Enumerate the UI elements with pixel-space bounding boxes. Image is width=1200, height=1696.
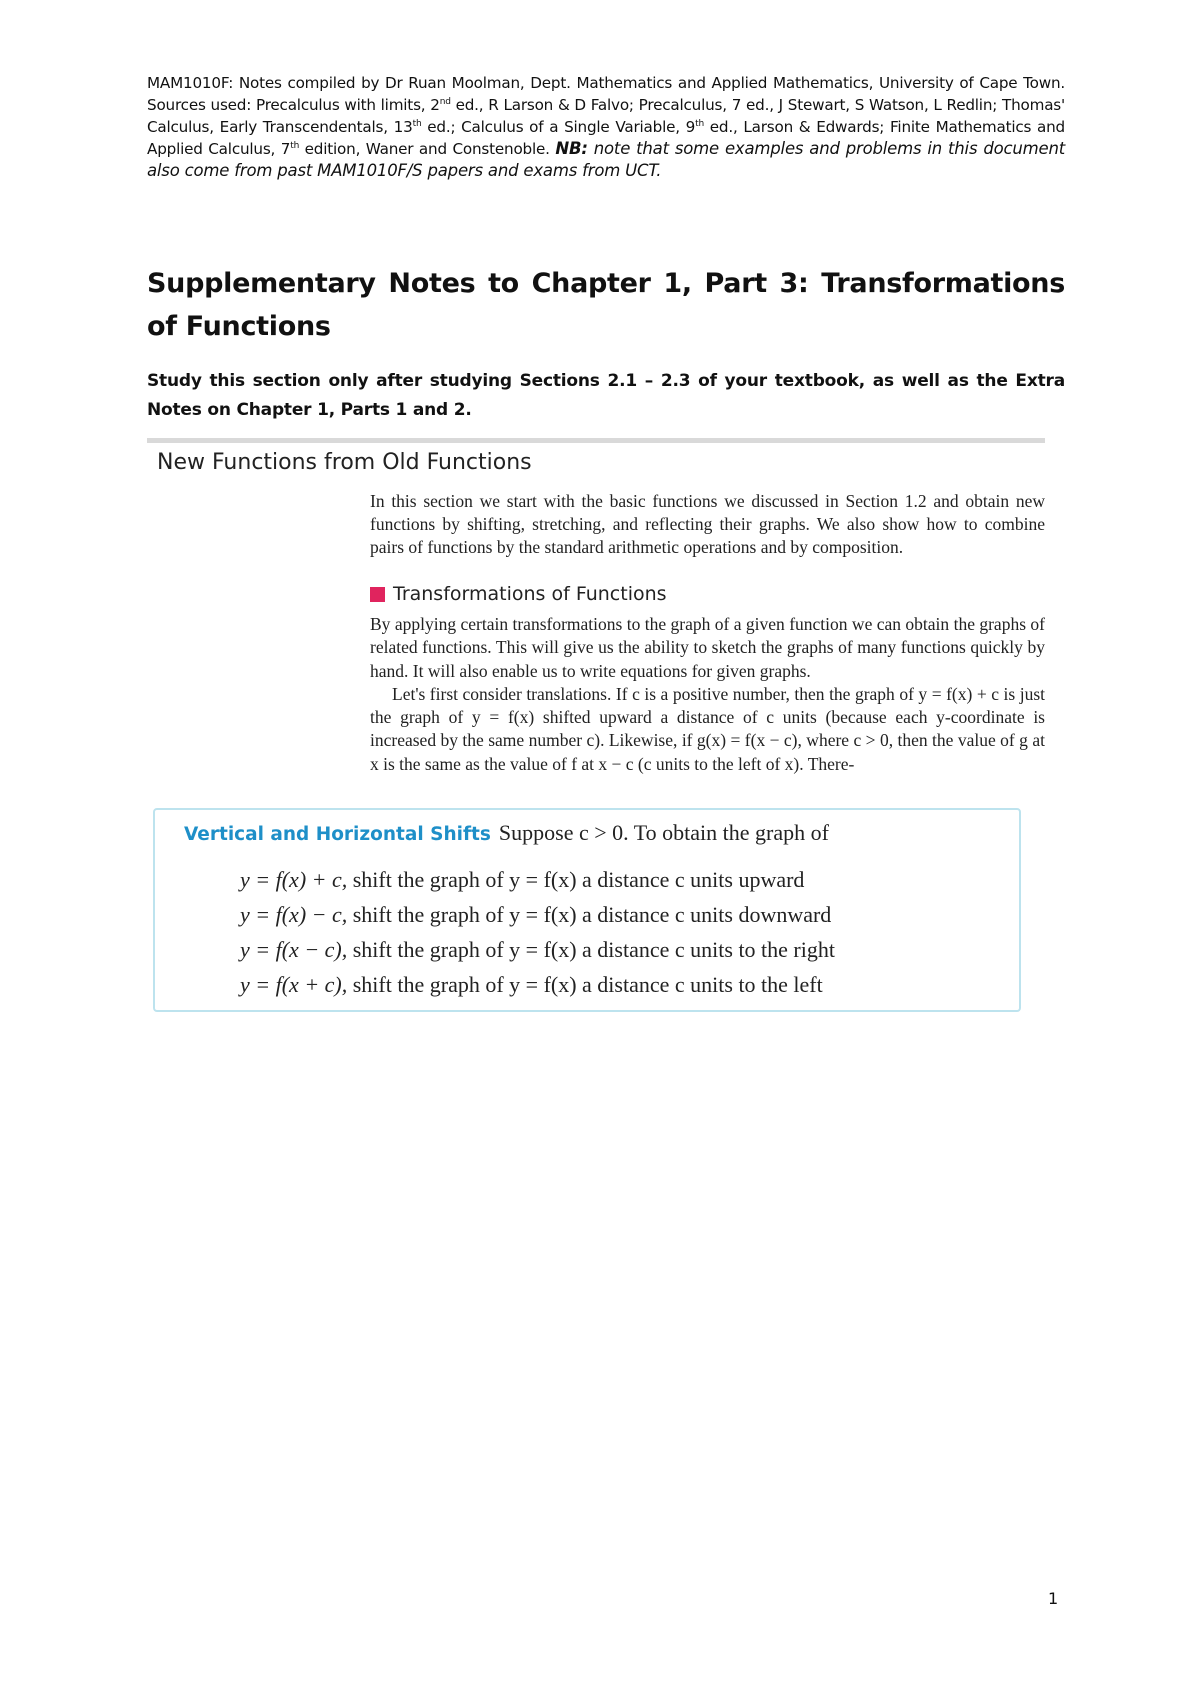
- body-paragraph-a: By applying certain transformations to the graph of a given function we can obtain the graphs of related functions. This will give us the ability to sketch the graphs of many functions quickly by hand. It will also enable us to write equations for given graphs.: [370, 614, 1045, 681]
- header-sup-1: nd: [439, 96, 451, 107]
- rule-equation: y = f(x) + c,: [240, 867, 348, 892]
- square-bullet-icon: [370, 587, 385, 602]
- shifts-definition-box: [153, 808, 1021, 1012]
- box-heading: [184, 820, 829, 846]
- header-text-3: ed.; Calculus of a Single Variable, 9: [421, 118, 696, 136]
- header-sup-4: th: [290, 140, 300, 151]
- nb-label: NB:: [555, 139, 588, 158]
- header-sup-2: th: [412, 118, 422, 129]
- shift-rules: [240, 862, 835, 1002]
- shift-rule-left: [240, 967, 835, 1002]
- box-lead: Vertical and Horizontal Shifts: [184, 824, 491, 845]
- header-text-4: ed., Larson & Edwards; Finite Mathematics and Applied Calculus, 7: [147, 118, 1066, 158]
- study-note: Study this section only after studying Sections 2.1 – 2.3 of your textbook, as well as the Extra Notes on Chapter 1, Parts 1 and 2.: [147, 371, 1065, 420]
- rule-equation: y = f(x + c),: [240, 972, 348, 997]
- page-number: 1: [1048, 1589, 1059, 1608]
- nb-text: note that some examples and problems in this document also come from past MAM1010F/S papers and exams from UCT.: [147, 139, 1065, 180]
- subsection-title: Transformations of Functions: [393, 583, 667, 605]
- subsection-heading: [370, 583, 667, 605]
- rule-text: shift the graph of y = f(x) a distance c units downward: [347, 902, 832, 927]
- box-intro: Suppose c > 0. To obtain the graph of: [498, 820, 829, 845]
- header-text-5: edition, Waner and Constenoble.: [299, 140, 556, 158]
- rule-equation: y = f(x) − c,: [240, 902, 348, 927]
- header-sup-3: th: [695, 118, 704, 129]
- rule-text: shift the graph of y = f(x) a distance c units to the right: [347, 937, 835, 962]
- header-text-2: ed., R Larson & D Falvo; Precalculus, 7 ed., J Stewart, S Watson, L Redlin; Thomas' Calculus, Early Transcendentals, 13: [147, 96, 1065, 136]
- header-citation: [147, 72, 1065, 182]
- shift-rule-downward: [240, 897, 835, 932]
- body-paragraph: [370, 613, 1045, 776]
- rule-text: shift the graph of y = f(x) a distance c units to the left: [347, 972, 823, 997]
- section-divider: [147, 438, 1045, 443]
- page-title: Supplementary Notes to Chapter 1, Part 3: Transformations of Functions: [147, 268, 1065, 342]
- header-text-1: MAM1010F: Notes compiled by Dr Ruan Moolman, Dept. Mathematics and Applied Mathematics, University of Cape Town. Sources used: Precalculus with limits, 2: [147, 74, 1065, 114]
- textbook-excerpt: [147, 438, 1045, 778]
- intro-paragraph: In this section we start with the basic functions we discussed in Section 1.2 and obtain new functions by shifting, stretching, and reflecting their graphs. We also show how to combine pairs of functions by the standard arithmetic operations and by composition.: [370, 491, 1045, 557]
- shift-rule-right: [240, 932, 835, 967]
- section-title: New Functions from Old Functions: [157, 450, 532, 475]
- shift-rule-upward: [240, 862, 835, 897]
- body-paragraph-b: Let's first consider translations. If c is a positive number, then the graph of y = f(x) + c is just the graph of y = f(x) shifted upward a distance of c units (because each y-coordinate is increased by the same number c). Likewise, if g(x) = f(x − c), where c > 0, then the value of g at x is the same as the value of f at x − c (c units to the left of x). There-: [370, 683, 1045, 774]
- rule-text: shift the graph of y = f(x) a distance c units upward: [347, 867, 805, 892]
- rule-equation: y = f(x − c),: [240, 937, 348, 962]
